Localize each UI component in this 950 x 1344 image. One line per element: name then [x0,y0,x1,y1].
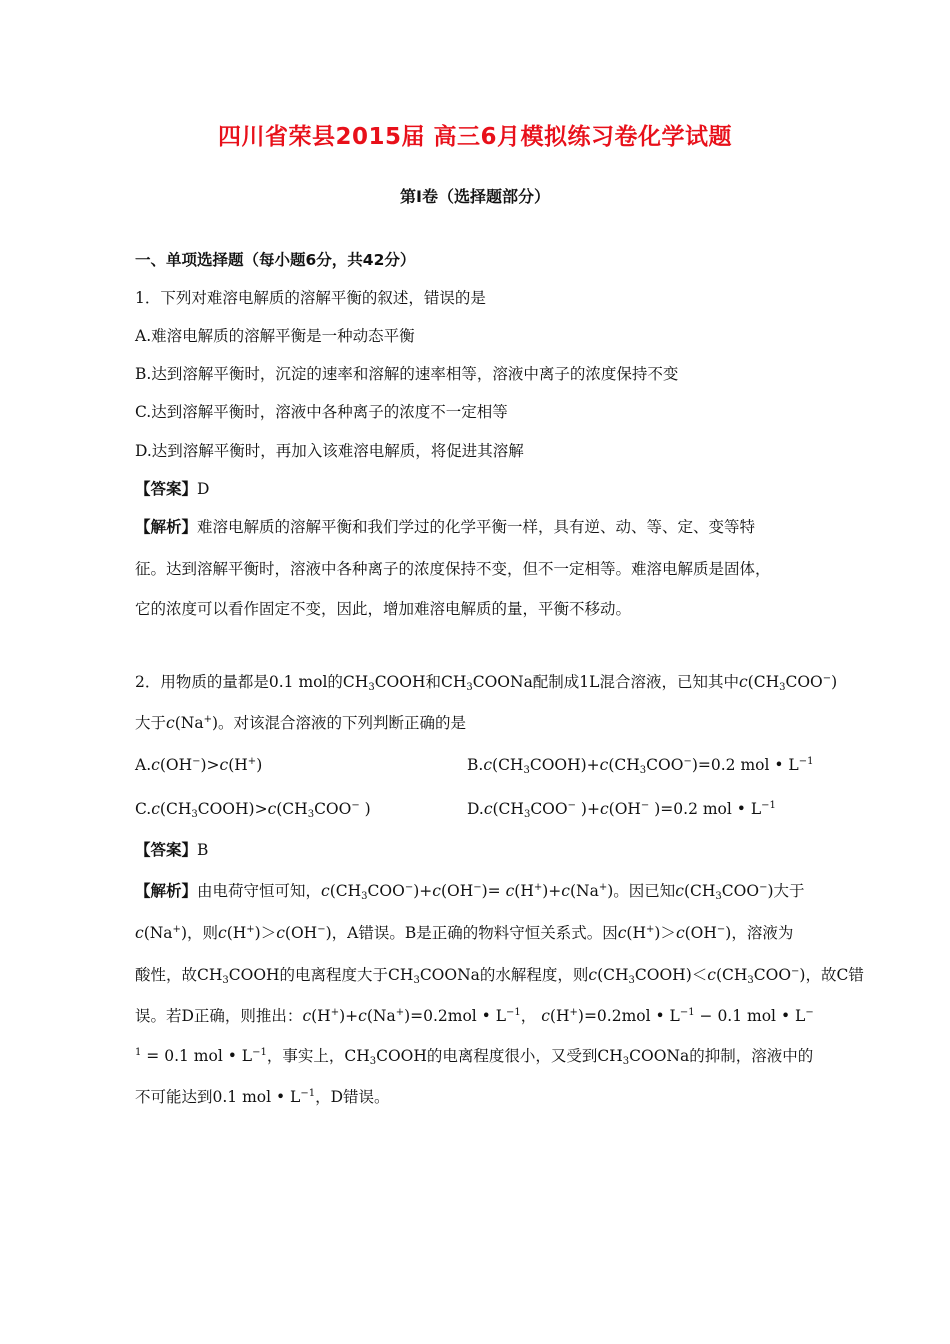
q2-analysis-line2: c(Na+)，则c(H+)＞c(OH−)，A错误。B是正确的物料守恒关系式。因c(H+)＞c(OH−)，溶液为 [135,924,794,942]
q1-answer-value: D [197,480,210,498]
q2-analysis-line4: 误。若D正确，则推出：c(H+)+c(Na+)=0.2mol • $L^{-1}$， c(H+)=0.2mol • $L^{-1} - 0.1$ mol • L− [135,1007,814,1025]
q2-stem-line2: 大于c(Na+)。对该混合溶液的下列判断正确的是 [135,714,467,732]
q1-stem: 1．下列对难溶电解质的溶解平衡的叙述，错误的是 [135,289,486,307]
q2-option-d: $D.c(CH_3COO^-$ )+c(OH− )=0.2 mol • $L^{-1}$ [467,800,776,820]
q2-analysis-line1: 【解析】由电荷守恒可知，$c(CH_3COO^-)+c(OH^-)= c(H^+)+c(Na^+)$。因已知$c(CH_3COO^-)$大于 [135,882,805,902]
q2-answer [135,840,208,860]
q2-analysis-label: 【解析】 [135,882,198,900]
q1-analysis-line3: 它的浓度可以看作固定不变，因此，增加难溶电解质的量，平衡不移动。 [135,600,632,618]
q2-answer-label: 【答案】 [135,841,198,859]
q2-option-b: $B.c(CH_3COOH)+c(CH_3COO^-)=0.2$ mol • $L^{-1}$ [467,756,814,776]
q1-answer-label: 【答案】 [135,480,198,498]
q2-analysis-line3: 酸性，故$CH_3COOH$的电离程度大于$CH_3COONa$的水解程度，则$c(CH_3COOH)<c(CH_3COO^-)$，故C错 [135,966,864,986]
document-title: 四川省荣县2015届 高三6月模拟练习卷化学试题 [217,124,733,150]
q2-stem-line1: 2．用物质的量都是0.1 mol的$CH_3COOH$和$CH_3COONa$配制成1L混合溶液，已知其中$c(CH_3COO^-)$ [135,673,838,693]
q2-option-c: $C.c(CH_3COOH)>c(CH_3COO^-$ ) [135,800,371,820]
section-subtitle: 第Ⅰ卷（选择题部分） [400,187,550,206]
q1-analysis-line2: 征。达到溶解平衡时，溶液中各种离子的浓度保持不变，但不一定相等。难溶电解质是固体， [135,560,771,578]
q2-answer-value: B [197,841,209,859]
q1-option-a: A.难溶电解质的溶解平衡是一种动态平衡 [135,327,415,345]
q1-answer [135,479,209,499]
q1-analysis-line1: 【解析】难溶电解质的溶解平衡和我们学过的化学平衡一样，具有逆、动、等、定、变等特 [135,518,756,536]
q2-analysis-line5: $^1$ = 0.1 mol • $L^{-1}$，事实上，$CH_3COOH$的电离程度很小，又受到$CH_3COONa$的抑制，溶液中的 [135,1047,814,1067]
q1-analysis-label: 【解析】 [135,518,198,536]
q1-option-b: B.达到溶解平衡时，沉淀的速率和溶解的速率相等，溶液中离子的浓度保持不变 [135,365,679,383]
q1-option-c: C.达到溶解平衡时，溶液中各种离子的浓度不一定相等 [135,403,508,421]
q2-option-a: A.c(OH−)>c(H+) [135,756,263,774]
section-heading: 一、单项选择题（每小题6分，共42分） [135,251,416,269]
q2-analysis-line6: 不可能达到0.1 mol • $L^{-1}$，D错误。 [135,1088,390,1106]
q1-option-d: D.达到溶解平衡时，再加入该难溶电解质，将促进其溶解 [135,442,524,460]
